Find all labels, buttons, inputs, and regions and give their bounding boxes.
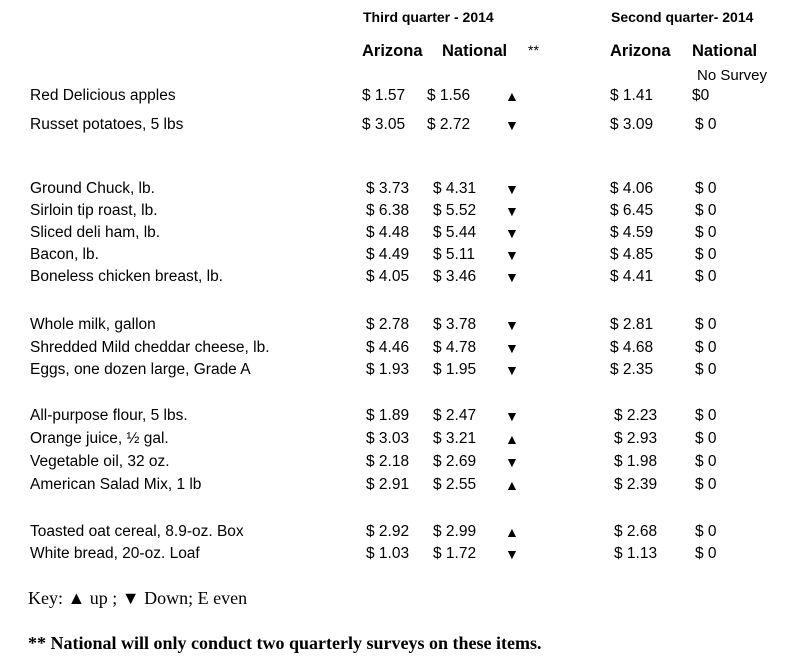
arizona-prev-price: $ 4.59	[610, 224, 654, 241]
national-prev-price: $ 0	[695, 116, 717, 133]
arizona-prev-price: $ 2.93	[614, 430, 658, 447]
arizona-price: $ 3.05	[362, 116, 406, 133]
trend-arrow: ▼	[505, 362, 519, 378]
arizona-price: $ 3.73	[366, 180, 410, 197]
arizona-prev-price: $ 2.81	[610, 316, 654, 333]
arizona-price: $ 4.49	[366, 246, 410, 263]
arizona-prev-price: $ 4.06	[610, 180, 654, 197]
arizona-price: $ 2.78	[366, 316, 410, 333]
arizona-prev-column-header: Arizona	[610, 42, 671, 60]
trend-arrow: ▲	[505, 477, 519, 493]
footnote: ** National will only conduct two quarterly surveys on these items.	[28, 633, 542, 653]
trend-arrow: ▼	[505, 269, 519, 285]
arizona-prev-price: $ 1.13	[614, 545, 658, 562]
item-name: Sirloin tip roast, lb.	[30, 202, 158, 219]
arizona-price: $ 2.91	[366, 476, 410, 493]
item-name: Red Delicious apples	[30, 87, 176, 104]
national-price: $ 2.72	[427, 116, 471, 133]
arizona-price: $ 2.18	[366, 453, 410, 470]
item-name: Toasted oat cereal, 8.9-oz. Box	[30, 523, 244, 540]
arizona-prev-price: $ 4.41	[610, 268, 654, 285]
national-prev-price: $ 0	[695, 545, 717, 562]
arizona-prev-price: $ 1.98	[614, 453, 658, 470]
item-name: Russet potatoes, 5 lbs	[30, 116, 184, 133]
national-prev-price: $ 0	[695, 361, 717, 378]
trend-arrow: ▼	[505, 225, 519, 241]
trend-arrow: ▼	[505, 181, 519, 197]
trend-arrow: ▲	[505, 431, 519, 447]
arizona-price: $ 1.89	[366, 407, 410, 424]
national-prev-price: $ 0	[695, 430, 717, 447]
item-name: Boneless chicken breast, lb.	[30, 268, 223, 285]
item-name: All-purpose flour, 5 lbs.	[30, 407, 188, 424]
arizona-prev-price: $ 2.68	[614, 523, 658, 540]
arizona-prev-price: $ 6.45	[610, 202, 654, 219]
national-price: $ 3.21	[433, 430, 477, 447]
second-quarter-heading: Second quarter- 2014	[611, 9, 754, 25]
item-name: Vegetable oil, 32 oz.	[30, 453, 170, 470]
national-prev-price: $0	[692, 87, 710, 104]
trend-arrow: ▲	[505, 524, 519, 540]
national-prev-column-header: National	[692, 42, 758, 60]
item-name: White bread, 20-oz. Loaf	[30, 545, 200, 562]
national-price: $ 1.56	[427, 87, 471, 104]
trend-arrow: ▼	[505, 117, 519, 133]
national-price: $ 5.44	[433, 224, 477, 241]
national-prev-price: $ 0	[695, 316, 717, 333]
item-name: Shredded Mild cheddar cheese, lb.	[30, 339, 270, 356]
trend-arrow: ▼	[505, 546, 519, 562]
arizona-prev-price: $ 2.35	[610, 361, 654, 378]
national-price: $ 5.11	[433, 246, 475, 263]
item-name: American Salad Mix, 1 lb	[30, 476, 202, 493]
item-name: Bacon, lb.	[30, 246, 99, 263]
arizona-price: $ 1.93	[366, 361, 410, 378]
trend-arrow: ▼	[505, 317, 519, 333]
arizona-prev-price: $ 1.41	[610, 87, 654, 104]
arizona-prev-price: $ 4.85	[610, 246, 654, 263]
item-name: Ground Chuck, lb.	[30, 180, 155, 197]
arizona-prev-price: $ 3.09	[610, 116, 654, 133]
national-prev-price: $ 0	[695, 268, 717, 285]
national-price: $ 1.72	[433, 545, 477, 562]
no-survey-label: No Survey	[697, 67, 768, 84]
legend-key: Key: ▲ up ; ▼ Down; E even	[28, 588, 248, 608]
arizona-price: $ 3.03	[366, 430, 410, 447]
national-price: $ 2.47	[433, 407, 477, 424]
arizona-price: $ 1.03	[366, 545, 410, 562]
item-name: Whole milk, gallon	[30, 316, 156, 333]
national-price: $ 3.78	[433, 316, 477, 333]
national-prev-price: $ 0	[695, 224, 717, 241]
trend-arrow: ▼	[505, 408, 519, 424]
national-price: $ 4.78	[433, 339, 477, 356]
national-prev-price: $ 0	[695, 476, 717, 493]
national-prev-price: $ 0	[695, 407, 717, 424]
arizona-price: $ 1.57	[362, 87, 406, 104]
national-price: $ 4.31	[433, 180, 477, 197]
national-price: $ 1.95	[433, 361, 477, 378]
arizona-price: $ 6.38	[366, 202, 410, 219]
trend-arrow: ▼	[505, 340, 519, 356]
national-prev-price: $ 0	[695, 339, 717, 356]
item-name: Eggs, one dozen large, Grade A	[30, 361, 251, 378]
national-price: $ 2.55	[433, 476, 477, 493]
national-column-header: National	[442, 42, 508, 60]
arizona-column-header: Arizona	[362, 42, 423, 60]
arizona-price: $ 2.92	[366, 523, 410, 540]
national-prev-price: $ 0	[695, 523, 717, 540]
national-price: $ 2.99	[433, 523, 477, 540]
national-prev-price: $ 0	[695, 246, 717, 263]
item-name: Sliced deli ham, lb.	[30, 224, 161, 241]
trend-arrow: ▼	[505, 454, 519, 470]
national-footnote-marker: **	[528, 42, 539, 58]
national-price: $ 2.69	[433, 453, 477, 470]
arizona-prev-price: $ 4.68	[610, 339, 654, 356]
arizona-prev-price: $ 2.23	[614, 407, 658, 424]
arizona-prev-price: $ 2.39	[614, 476, 658, 493]
item-name: Orange juice, ½ gal.	[30, 430, 169, 447]
national-prev-price: $ 0	[695, 202, 717, 219]
national-price: $ 5.52	[433, 202, 477, 219]
arizona-price: $ 4.46	[366, 339, 410, 356]
trend-arrow: ▼	[505, 203, 519, 219]
third-quarter-heading: Third quarter - 2014	[363, 9, 494, 25]
national-prev-price: $ 0	[695, 180, 717, 197]
arizona-price: $ 4.05	[366, 268, 410, 285]
trend-arrow: ▼	[505, 247, 519, 263]
arizona-price: $ 4.48	[366, 224, 410, 241]
national-price: $ 3.46	[433, 268, 477, 285]
national-prev-price: $ 0	[695, 453, 717, 470]
trend-arrow: ▲	[505, 88, 519, 104]
